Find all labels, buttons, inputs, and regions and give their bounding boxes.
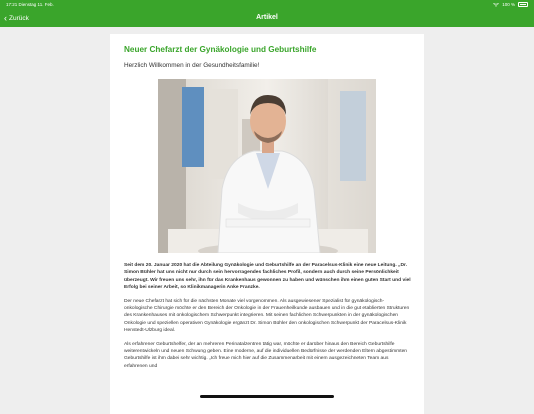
chevron-left-icon: ‹ — [4, 13, 7, 23]
article-card — [110, 34, 424, 414]
status-bar — [0, 0, 534, 9]
nav-bar — [0, 9, 534, 27]
article-body — [124, 262, 412, 376]
article-title: Neuer Chefarzt der Gynäkologie und Geburtshilfe — [124, 45, 317, 54]
wifi-icon — [493, 3, 499, 7]
article-greeting: Herzlich Willkommen in der Gesundheitsfamilie! — [124, 62, 260, 69]
home-indicator[interactable] — [200, 395, 334, 398]
article-photo — [158, 79, 376, 253]
article-paragraph-intro: Seit dem 20. Januar 2020 hat die Abteilung Gynäkologie und Geburtshilfe an der Paracelsus-Klinik eine neue Leitung. „Dr. Simon Bühler hat uns nicht nur durch sein hervorragendes fachliches Profil, sondern auch durch seine Persönlichkeit überzeugt. Wir freuen uns sehr, ihn für das Krankenhaus gewonnen zu haben und wünschen ihm einen guten Start und viel Erfolg bei seiner Arbeit, so Klinikmanagerin Anke Franzke. — [124, 263, 411, 291]
status-time-date — [6, 0, 54, 9]
status-indicators — [493, 0, 528, 9]
article-paragraph: Als erfahrener Geburtshelfer, der an mehreren Perinatalzentren tätig war, möchte er darüber hinaus den Bereich Geburtshilfe weiterentwickeln und neuen Schwung geben. Eine moderne, auf die individuellen Bedürfnisse der werdenden Eltern abgestimmten Geburtshilfe ist ihm dabei sehr wichtig. „Ich freue mich hier auf die Zusammenarbeit mit einem ausgezeichneten Team aus erfahrenen und — [124, 341, 408, 369]
back-button-label: Zurück — [9, 14, 29, 22]
battery-icon — [518, 2, 528, 7]
article-paragraph: Der neue Chefarzt hat sich für die nächsten Monate viel vorgenommen. Als ausgewiesener Spezialist für gynäkologisch-onkologische Chirurgie möchte er den Bereich der Onkologie in der Frauenheilkunde ausbauen und in die gut etablierten Strukturen des Krankenhauses mit onkologischem Schwerpunkt integrieren. Mit seinen fachlichen Schwerpunkten in der gynäkologischen Onkologie und speziellen operativen Gynäkologie ergänzt Dr. Simon Bühler den onkologischen Schwerpunkt der Paracelsus-Klinik Henstedt-Ulzburg ideal. — [124, 298, 410, 334]
status-time: 17:21 — [6, 2, 18, 7]
page-title: Artikel — [256, 14, 278, 21]
status-date: Dienstag 11. Feb. — [18, 2, 54, 7]
battery-percent: 100 % — [502, 2, 515, 7]
